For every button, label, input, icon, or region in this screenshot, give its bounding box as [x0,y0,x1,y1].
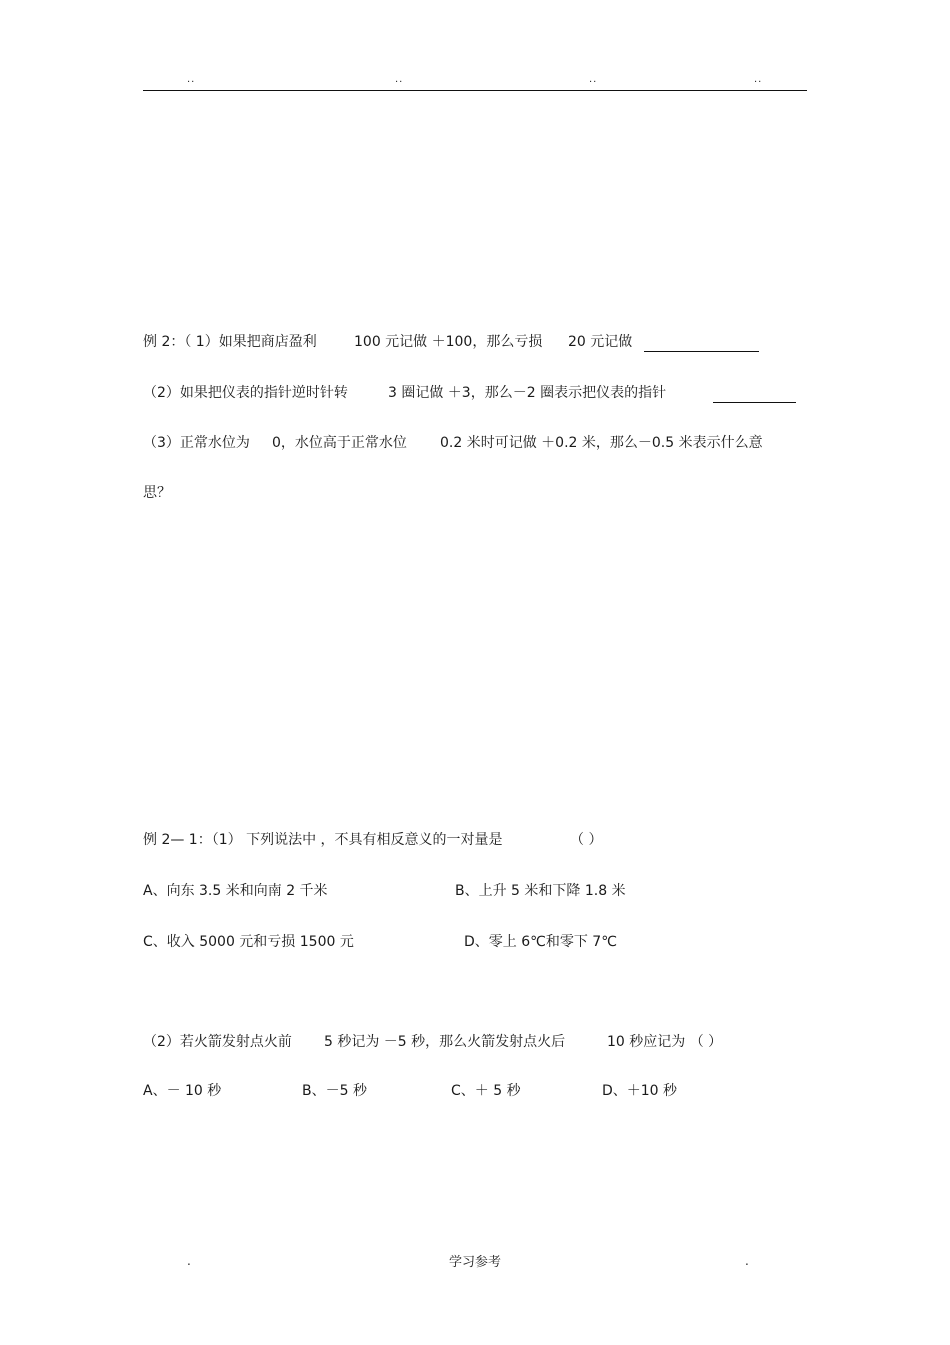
ex21-q2-text-b: 10 秒应记为 （ ） [607,1034,723,1050]
ex21-answer-paren: （ ） [570,832,603,848]
ex21-title: 例 2— 1：（1） 下列说法中 ，不具有相反意义的一对量是 [143,832,503,848]
ex2-q3-text-b: 0.2 米时可记做 ＋0.2 米，那么－0.5 米表示什么意 [440,435,763,451]
ex21-q2-prefix: （2）若火箭发射点火前 [143,1034,292,1050]
ex21-option-d: D、零上 6℃和零下 7℃ [464,934,617,950]
footer-left-mark: . [187,1254,191,1268]
ex2-q3-text-a: 0，水位高于正常水位 [272,435,407,451]
ex21-option-c: C、收入 5000 元和亏损 1500 元 [143,934,354,950]
ex21-q2-option-c: C、＋ 5 秒 [451,1083,521,1099]
header-mark-1: .. [187,74,196,85]
ex21-q2-text-a: 5 秒记为 －5 秒，那么火箭发射点火后 [324,1034,566,1050]
header-rule [143,90,807,91]
ex2-q1-answer-blank [644,351,759,352]
ex21-option-a: A、向东 3.5 米和向南 2 千米 [143,883,328,899]
header-mark-4: .. [754,74,763,85]
ex21-q2-option-d: D、＋10 秒 [602,1083,678,1099]
ex21-q2-option-b: B、－5 秒 [302,1083,367,1099]
footer-right-mark: . [745,1254,749,1268]
ex21-q2-option-a: A、－ 10 秒 [143,1083,222,1099]
header-mark-3: .. [589,74,598,85]
footer-caption: 学习参考 [449,1255,502,1270]
ex2-q2-answer-blank [713,402,796,403]
ex2-q3-prefix: （3）正常水位为 [143,435,250,451]
ex2-q2-prefix: （2）如果把仪表的指针逆时针转 [143,385,348,401]
ex21-option-b: B、上升 5 米和下降 1.8 米 [455,883,626,899]
ex2-q2-text: 3 圈记做 ＋3，那么－2 圈表示把仪表的指针 [388,385,667,401]
ex2-q1-prefix: 例 2：（ 1）如果把商店盈利 [143,334,317,350]
ex2-q3-continuation: 思？ [143,485,171,501]
header-mark-2: .. [395,74,404,85]
ex2-q1-text-b: 20 元记做 [568,334,633,350]
ex2-q1-text-a: 100 元记做 ＋100，那么亏损 [354,334,543,350]
